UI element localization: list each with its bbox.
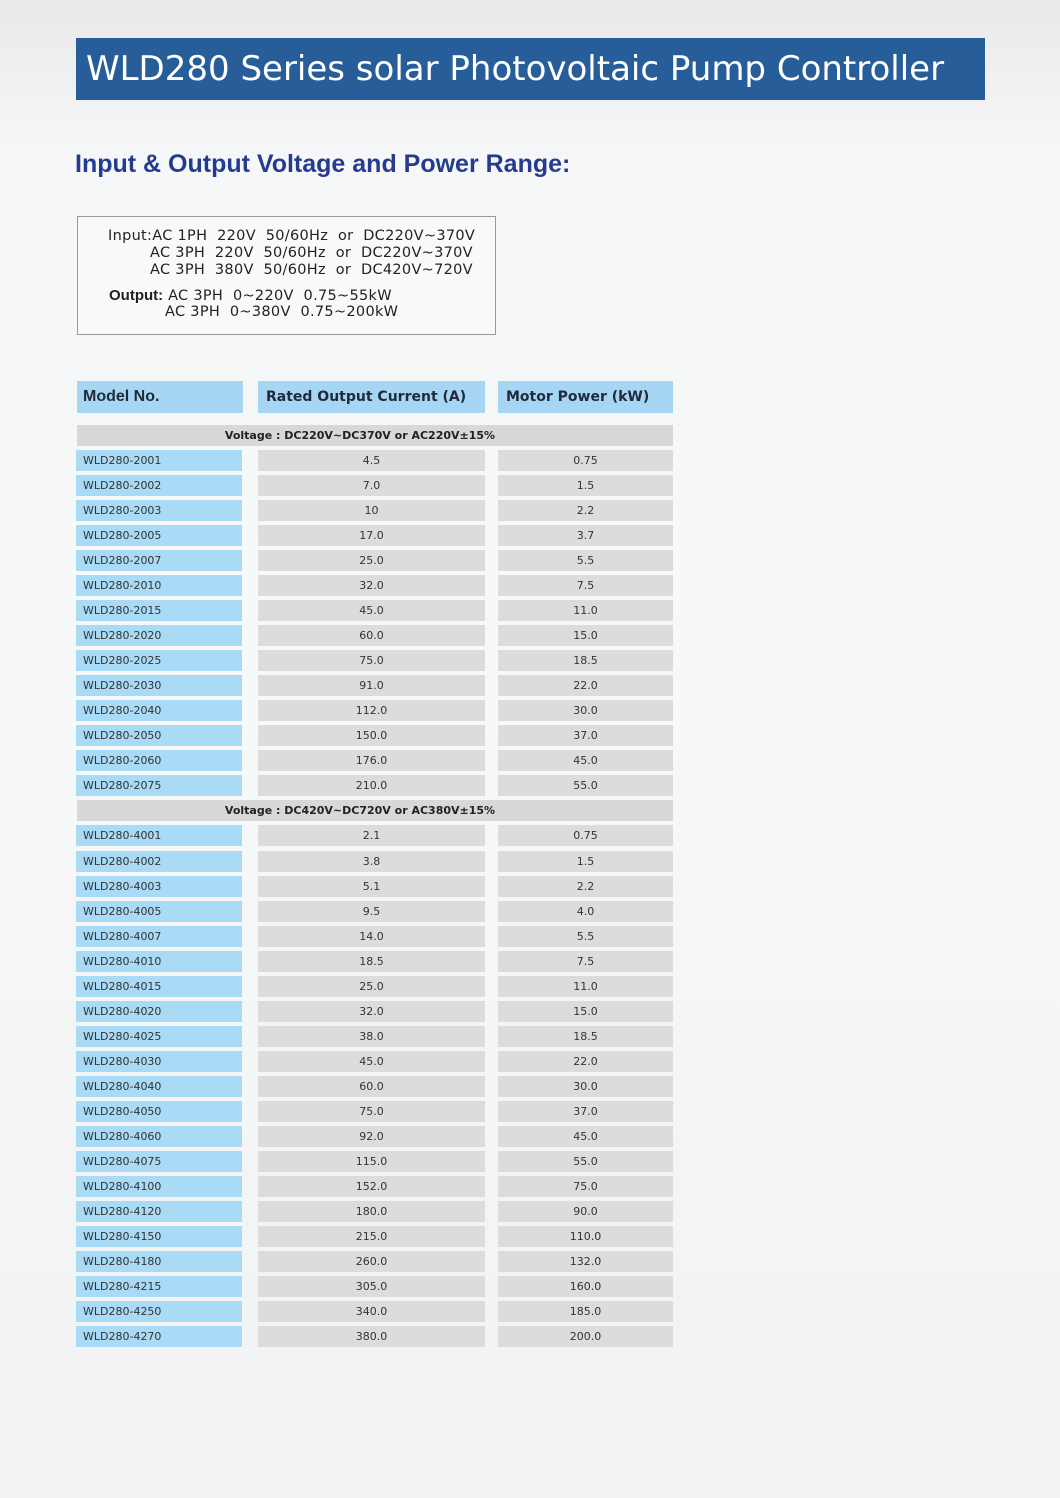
power-cell: 55.0 (498, 775, 673, 796)
current-cell: 152.0 (258, 1176, 485, 1197)
title-banner (76, 38, 985, 100)
current-cell: 215.0 (258, 1226, 485, 1247)
model-cell: WLD280-4100 (76, 1176, 242, 1197)
current-cell: 32.0 (258, 575, 485, 596)
power-cell: 75.0 (498, 1176, 673, 1197)
model-cell: WLD280-2005 (76, 525, 242, 546)
power-cell: 55.0 (498, 1151, 673, 1172)
current-cell: 7.0 (258, 475, 485, 496)
voltage-group-label: Voltage : DC420V~DC720V or AC380V±15% (77, 800, 673, 821)
power-cell: 185.0 (498, 1301, 673, 1322)
current-cell: 60.0 (258, 625, 485, 646)
power-cell: 200.0 (498, 1326, 673, 1347)
power-cell: 11.0 (498, 976, 673, 997)
current-cell: 45.0 (258, 600, 485, 621)
power-cell: 110.0 (498, 1226, 673, 1247)
model-cell: WLD280-4150 (76, 1226, 242, 1247)
current-cell: 210.0 (258, 775, 485, 796)
current-cell: 14.0 (258, 926, 485, 947)
current-cell: 10 (258, 500, 485, 521)
model-cell: WLD280-4020 (76, 1001, 242, 1022)
power-cell: 18.5 (498, 1026, 673, 1047)
current-cell: 92.0 (258, 1126, 485, 1147)
current-cell: 380.0 (258, 1326, 485, 1347)
current-cell: 75.0 (258, 650, 485, 671)
power-cell: 45.0 (498, 1126, 673, 1147)
current-cell: 18.5 (258, 951, 485, 972)
power-cell: 4.0 (498, 901, 673, 922)
spec-input-label: Input: (108, 228, 153, 244)
model-cell: WLD280-2025 (76, 650, 242, 671)
header-power: Motor Power (kW) (498, 381, 673, 413)
model-cell: WLD280-4040 (76, 1076, 242, 1097)
model-cell: WLD280-4007 (76, 926, 242, 947)
power-cell: 132.0 (498, 1251, 673, 1272)
power-cell: 3.7 (498, 525, 673, 546)
power-cell: 22.0 (498, 675, 673, 696)
model-cell: WLD280-4005 (76, 901, 242, 922)
model-cell: WLD280-4270 (76, 1326, 242, 1347)
model-cell: WLD280-2020 (76, 625, 242, 646)
power-cell: 45.0 (498, 750, 673, 771)
current-cell: 25.0 (258, 976, 485, 997)
model-cell: WLD280-2075 (76, 775, 242, 796)
power-cell: 22.0 (498, 1051, 673, 1072)
spec-output-line-2: AC 3PH 0~380V 0.75~200kW (165, 304, 399, 320)
current-cell: 75.0 (258, 1101, 485, 1122)
current-cell: 3.8 (258, 851, 485, 872)
model-cell: WLD280-4030 (76, 1051, 242, 1072)
model-cell: WLD280-2002 (76, 475, 242, 496)
model-cell: WLD280-4060 (76, 1126, 242, 1147)
current-cell: 25.0 (258, 550, 485, 571)
model-cell: WLD280-4010 (76, 951, 242, 972)
model-cell: WLD280-2015 (76, 600, 242, 621)
current-cell: 45.0 (258, 1051, 485, 1072)
model-cell: WLD280-2050 (76, 725, 242, 746)
current-cell: 38.0 (258, 1026, 485, 1047)
model-cell: WLD280-4025 (76, 1026, 242, 1047)
current-cell: 260.0 (258, 1251, 485, 1272)
banner-title: WLD280 Series solar Photovoltaic Pump Controller (86, 49, 945, 89)
current-cell: 176.0 (258, 750, 485, 771)
power-cell: 2.2 (498, 876, 673, 897)
current-cell: 340.0 (258, 1301, 485, 1322)
current-cell: 91.0 (258, 675, 485, 696)
power-cell: 11.0 (498, 600, 673, 621)
voltage-group-label: Voltage : DC220V~DC370V or AC220V±15% (77, 425, 673, 446)
model-cell: WLD280-2001 (76, 450, 242, 471)
model-cell: WLD280-2060 (76, 750, 242, 771)
power-cell: 7.5 (498, 575, 673, 596)
power-cell: 1.5 (498, 475, 673, 496)
model-cell: WLD280-4015 (76, 976, 242, 997)
power-cell: 5.5 (498, 550, 673, 571)
current-cell: 17.0 (258, 525, 485, 546)
model-cell: WLD280-2030 (76, 675, 242, 696)
model-cell: WLD280-4120 (76, 1201, 242, 1222)
header-model: Model No. (77, 381, 243, 413)
spec-output-line-1: Output: AC 3PH 0~220V 0.75~55kW (109, 287, 392, 304)
power-cell: 90.0 (498, 1201, 673, 1222)
power-cell: 1.5 (498, 851, 673, 872)
model-cell: WLD280-4215 (76, 1276, 242, 1297)
header-current: Rated Output Current (A) (258, 381, 485, 413)
current-cell: 2.1 (258, 825, 485, 846)
power-cell: 30.0 (498, 700, 673, 721)
model-cell: WLD280-2040 (76, 700, 242, 721)
power-cell: 2.2 (498, 500, 673, 521)
power-cell: 37.0 (498, 725, 673, 746)
current-cell: 150.0 (258, 725, 485, 746)
power-cell: 0.75 (498, 450, 673, 471)
model-cell: WLD280-4003 (76, 876, 242, 897)
model-cell: WLD280-2007 (76, 550, 242, 571)
power-cell: 15.0 (498, 625, 673, 646)
spec-input-line-1: Input:AC 1PH 220V 50/60Hz or DC220V~370V (108, 228, 476, 244)
current-cell: 5.1 (258, 876, 485, 897)
current-cell: 60.0 (258, 1076, 485, 1097)
model-cell: WLD280-2003 (76, 500, 242, 521)
model-cell: WLD280-4001 (76, 825, 242, 846)
current-cell: 180.0 (258, 1201, 485, 1222)
model-cell: WLD280-4250 (76, 1301, 242, 1322)
model-cell: WLD280-4050 (76, 1101, 242, 1122)
power-cell: 15.0 (498, 1001, 673, 1022)
power-cell: 37.0 (498, 1101, 673, 1122)
spec-input-line-2: AC 3PH 220V 50/60Hz or DC220V~370V (150, 245, 473, 261)
power-cell: 160.0 (498, 1276, 673, 1297)
current-cell: 9.5 (258, 901, 485, 922)
section-heading: Input & Output Voltage and Power Range: (75, 150, 571, 178)
power-cell: 18.5 (498, 650, 673, 671)
model-cell: WLD280-4075 (76, 1151, 242, 1172)
model-cell: WLD280-2010 (76, 575, 242, 596)
power-cell: 0.75 (498, 825, 673, 846)
power-cell: 7.5 (498, 951, 673, 972)
current-cell: 115.0 (258, 1151, 485, 1172)
voltage-spec-box (77, 216, 496, 335)
spec-output-label: Output: (109, 287, 164, 304)
current-cell: 112.0 (258, 700, 485, 721)
power-cell: 5.5 (498, 926, 673, 947)
spec-input-line-3: AC 3PH 380V 50/60Hz or DC420V~720V (150, 262, 473, 278)
power-cell: 30.0 (498, 1076, 673, 1097)
current-cell: 4.5 (258, 450, 485, 471)
current-cell: 32.0 (258, 1001, 485, 1022)
current-cell: 305.0 (258, 1276, 485, 1297)
model-cell: WLD280-4180 (76, 1251, 242, 1272)
model-cell: WLD280-4002 (76, 851, 242, 872)
